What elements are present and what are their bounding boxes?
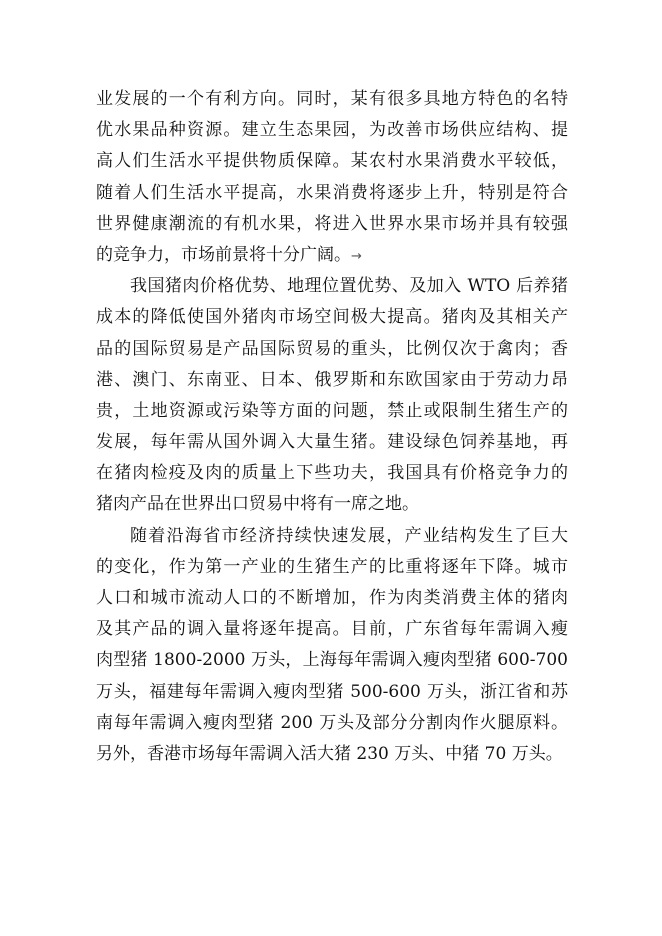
text-line: 的变化，作为第一产业的生猪生产的比重将逐年下降。城市: [96, 556, 568, 577]
text-line: 猪肉产品在世界出口贸易中将有一席之地。: [96, 494, 419, 515]
text-line: 发展，每年需从国外调入大量生猪。建设绿色饲养基地，再: [96, 432, 568, 453]
text-line: 优水果品种资源。建立生态果园，为改善市场供应结构、提: [96, 120, 568, 141]
text-line: 肉型猪 1800-2000 万头，上海每年需调入瘦肉型猪 600-700: [96, 650, 568, 671]
text-line: 随着人们生活水平提高，水果消费将逐步上升，特别是符合: [96, 182, 568, 203]
text-line: 贵，土地资源或污染等方面的问题，禁止或限制生猪生产的: [96, 400, 568, 421]
text-line: 另外，香港市场每年需调入活大猪 230 万头、中猪 70 万头。: [96, 743, 563, 764]
text-line-content: 的竞争力，市场前景将十分广阔。: [96, 244, 351, 265]
text-line: 高人们生活水平提供物质保障。某农村水果消费水平较低，: [96, 151, 568, 172]
text-line: 及其产品的调入量将逐年提高。目前，广东省每年需调入瘦: [96, 619, 568, 640]
text-line: 品的国际贸易是产品国际贸易的重头，比例仅次于禽肉；香: [96, 338, 568, 359]
text-line: 在猪肉检疫及肉的质量上下些功夫，我国具有价格竞争力的: [96, 463, 568, 484]
text-line: 人口和城市流动人口的不断增加，作为肉类消费主体的猪肉: [96, 588, 568, 608]
text-line: 港、澳门、东南亚、日本、俄罗斯和东欧国家由于劳动力昂: [96, 369, 568, 390]
text-line: 我国猪肉价格优势、地理位置优势、及加入 WTO 后养猪: [130, 276, 568, 297]
text-line: [96, 240, 568, 271]
paragraph-mark-icon: →: [351, 248, 362, 264]
body-text: [96, 84, 568, 770]
text-line: 随着沿海省市经济持续快速发展，产业结构发生了巨大: [130, 525, 568, 546]
text-line: 万头，福建每年需调入瘦肉型猪 500-600 万头，浙江省和苏: [96, 681, 568, 702]
text-line: 成本的降低使国外猪肉市场空间极大提高。猪肉及其相关产: [96, 307, 568, 328]
text-line: 业发展的一个有利方向。同时，某有很多具地方特色的名特: [96, 89, 568, 109]
text-line: 世界健康潮流的有机水果，将进入世界水果市场并具有较强: [96, 213, 568, 234]
text-line: 南每年需调入瘦肉型猪 200 万头及部分分割肉作火腿原料。: [96, 712, 568, 733]
